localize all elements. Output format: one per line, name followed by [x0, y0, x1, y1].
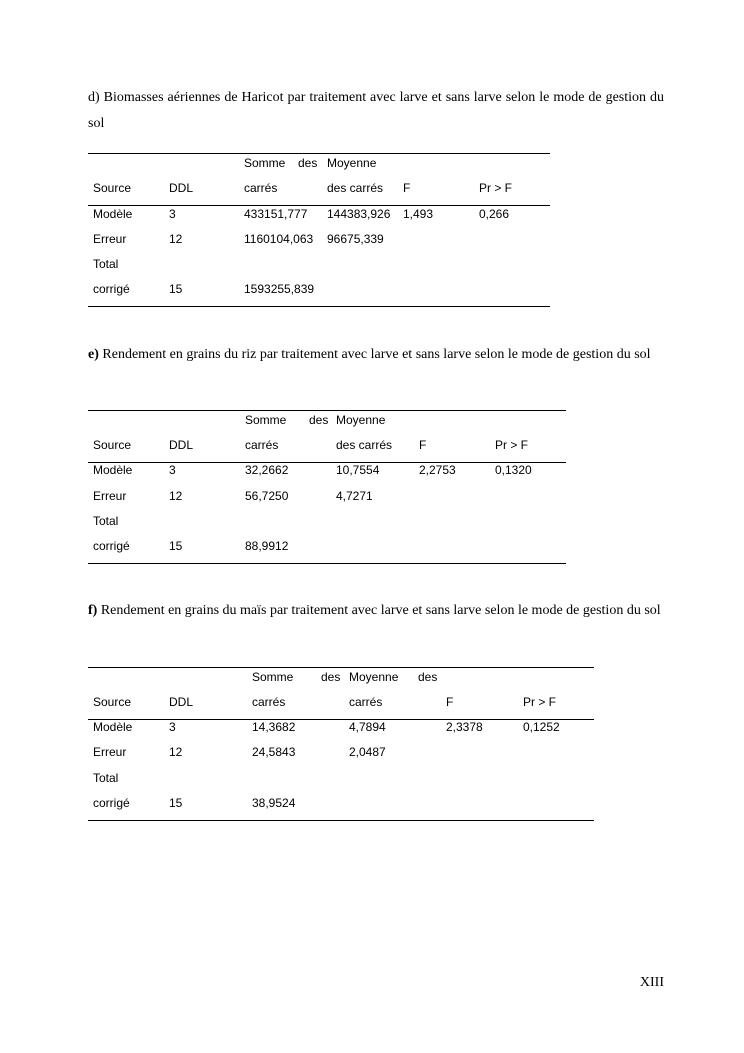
- row-source: Erreur: [93, 745, 127, 759]
- section-f-heading: [88, 598, 664, 624]
- row-moyenne: 4,7271: [336, 489, 373, 503]
- row-moyenne: 96675,339: [327, 232, 384, 246]
- row-f: 2,2753: [419, 463, 456, 477]
- row-somme: 56,7250: [245, 489, 289, 503]
- header-moyenne-2: des: [418, 670, 438, 684]
- row-source: Modèle: [93, 207, 133, 221]
- header-somme-3: carrés: [244, 181, 278, 195]
- anova-table-d: [88, 153, 550, 307]
- row-ddl: 12: [169, 745, 183, 759]
- row-source: Modèle: [93, 720, 133, 734]
- header-pr: Pr > F: [495, 438, 529, 452]
- table-header: [88, 668, 594, 720]
- row-moyenne: 4,7894: [349, 720, 386, 734]
- header-somme-3: carrés: [245, 438, 279, 452]
- header-moyenne-1: Moyenne: [336, 413, 386, 427]
- header-f: F: [403, 181, 411, 195]
- row-pr: 0,266: [479, 207, 510, 221]
- row-ddl: 12: [169, 489, 183, 503]
- section-e-title: Rendement en grains du riz par traitement avec larve et sans larve selon le mode de gestion du sol: [102, 347, 651, 362]
- section-d-heading: [88, 85, 664, 137]
- row-f: 2,3378: [446, 720, 483, 734]
- row-source: corrigé: [93, 539, 130, 553]
- header-source: Source: [93, 695, 132, 709]
- header-somme-3: carrés: [252, 695, 286, 709]
- row-moyenne: 2,0487: [349, 745, 386, 759]
- row-source: Total: [93, 771, 119, 785]
- row-source: corrigé: [93, 796, 130, 810]
- row-ddl: 15: [169, 796, 183, 810]
- row-ddl: 3: [169, 207, 176, 221]
- header-ddl: DDL: [169, 695, 194, 709]
- row-ddl: 15: [169, 539, 183, 553]
- row-source: Total: [93, 514, 119, 528]
- row-source: Erreur: [93, 232, 127, 246]
- row-pr: 0,1252: [523, 720, 560, 734]
- header-pr: Pr > F: [523, 695, 557, 709]
- header-somme-2: des: [309, 413, 329, 427]
- header-somme-1: Somme: [244, 156, 286, 170]
- header-somme-1: Somme: [245, 413, 287, 427]
- row-f: 1,493: [403, 207, 434, 221]
- row-moyenne: 10,7554: [336, 463, 380, 477]
- row-somme: 433151,777: [244, 207, 308, 221]
- header-somme-1: Somme: [252, 670, 294, 684]
- header-f: F: [419, 438, 427, 452]
- row-source: corrigé: [93, 282, 130, 296]
- section-d-title: Biomasses aériennes de Haricot par traitement avec larve et sans larve selon le mode de gestion du sol: [88, 90, 665, 131]
- row-somme: 1593255,839: [244, 282, 315, 296]
- header-somme-2: des: [321, 670, 341, 684]
- row-somme: 24,5843: [252, 745, 296, 759]
- row-moyenne: 144383,926: [327, 207, 391, 221]
- row-somme: 88,9912: [245, 539, 289, 553]
- row-ddl: 15: [169, 282, 183, 296]
- header-moyenne-1: Moyenne: [327, 156, 377, 170]
- row-pr: 0,1320: [495, 463, 532, 477]
- page-number: XIII: [639, 975, 664, 990]
- row-somme: 32,2662: [245, 463, 289, 477]
- header-somme-2: des: [298, 156, 318, 170]
- row-source: Modèle: [93, 463, 133, 477]
- header-source: Source: [93, 438, 132, 452]
- row-somme: 14,3682: [252, 720, 296, 734]
- header-source: Source: [93, 181, 132, 195]
- header-moyenne-3: carrés: [349, 695, 383, 709]
- section-e-prefix: e): [88, 347, 99, 362]
- header-moyenne-1: Moyenne: [349, 670, 399, 684]
- header-moyenne-3: des carrés: [327, 181, 384, 195]
- header-ddl: DDL: [169, 438, 194, 452]
- header-f: F: [446, 695, 454, 709]
- row-source: Erreur: [93, 489, 127, 503]
- row-somme: 38,9524: [252, 796, 296, 810]
- section-f-prefix: f): [88, 603, 98, 618]
- header-moyenne-3: des carrés: [336, 438, 393, 452]
- header-ddl: DDL: [169, 181, 194, 195]
- section-e-heading: [88, 342, 664, 368]
- row-ddl: 3: [169, 720, 176, 734]
- table-header: [88, 154, 550, 206]
- row-source: Total: [93, 257, 119, 271]
- row-ddl: 3: [169, 463, 176, 477]
- anova-table-f: [88, 667, 594, 821]
- row-ddl: 12: [169, 232, 183, 246]
- row-somme: 1160104,063: [244, 232, 314, 246]
- header-pr: Pr > F: [479, 181, 513, 195]
- section-f-title: Rendement en grains du maïs par traitement avec larve et sans larve selon le mode de gestion du sol: [100, 603, 661, 618]
- anova-table-e: [88, 410, 566, 564]
- section-d-prefix: d): [88, 90, 100, 105]
